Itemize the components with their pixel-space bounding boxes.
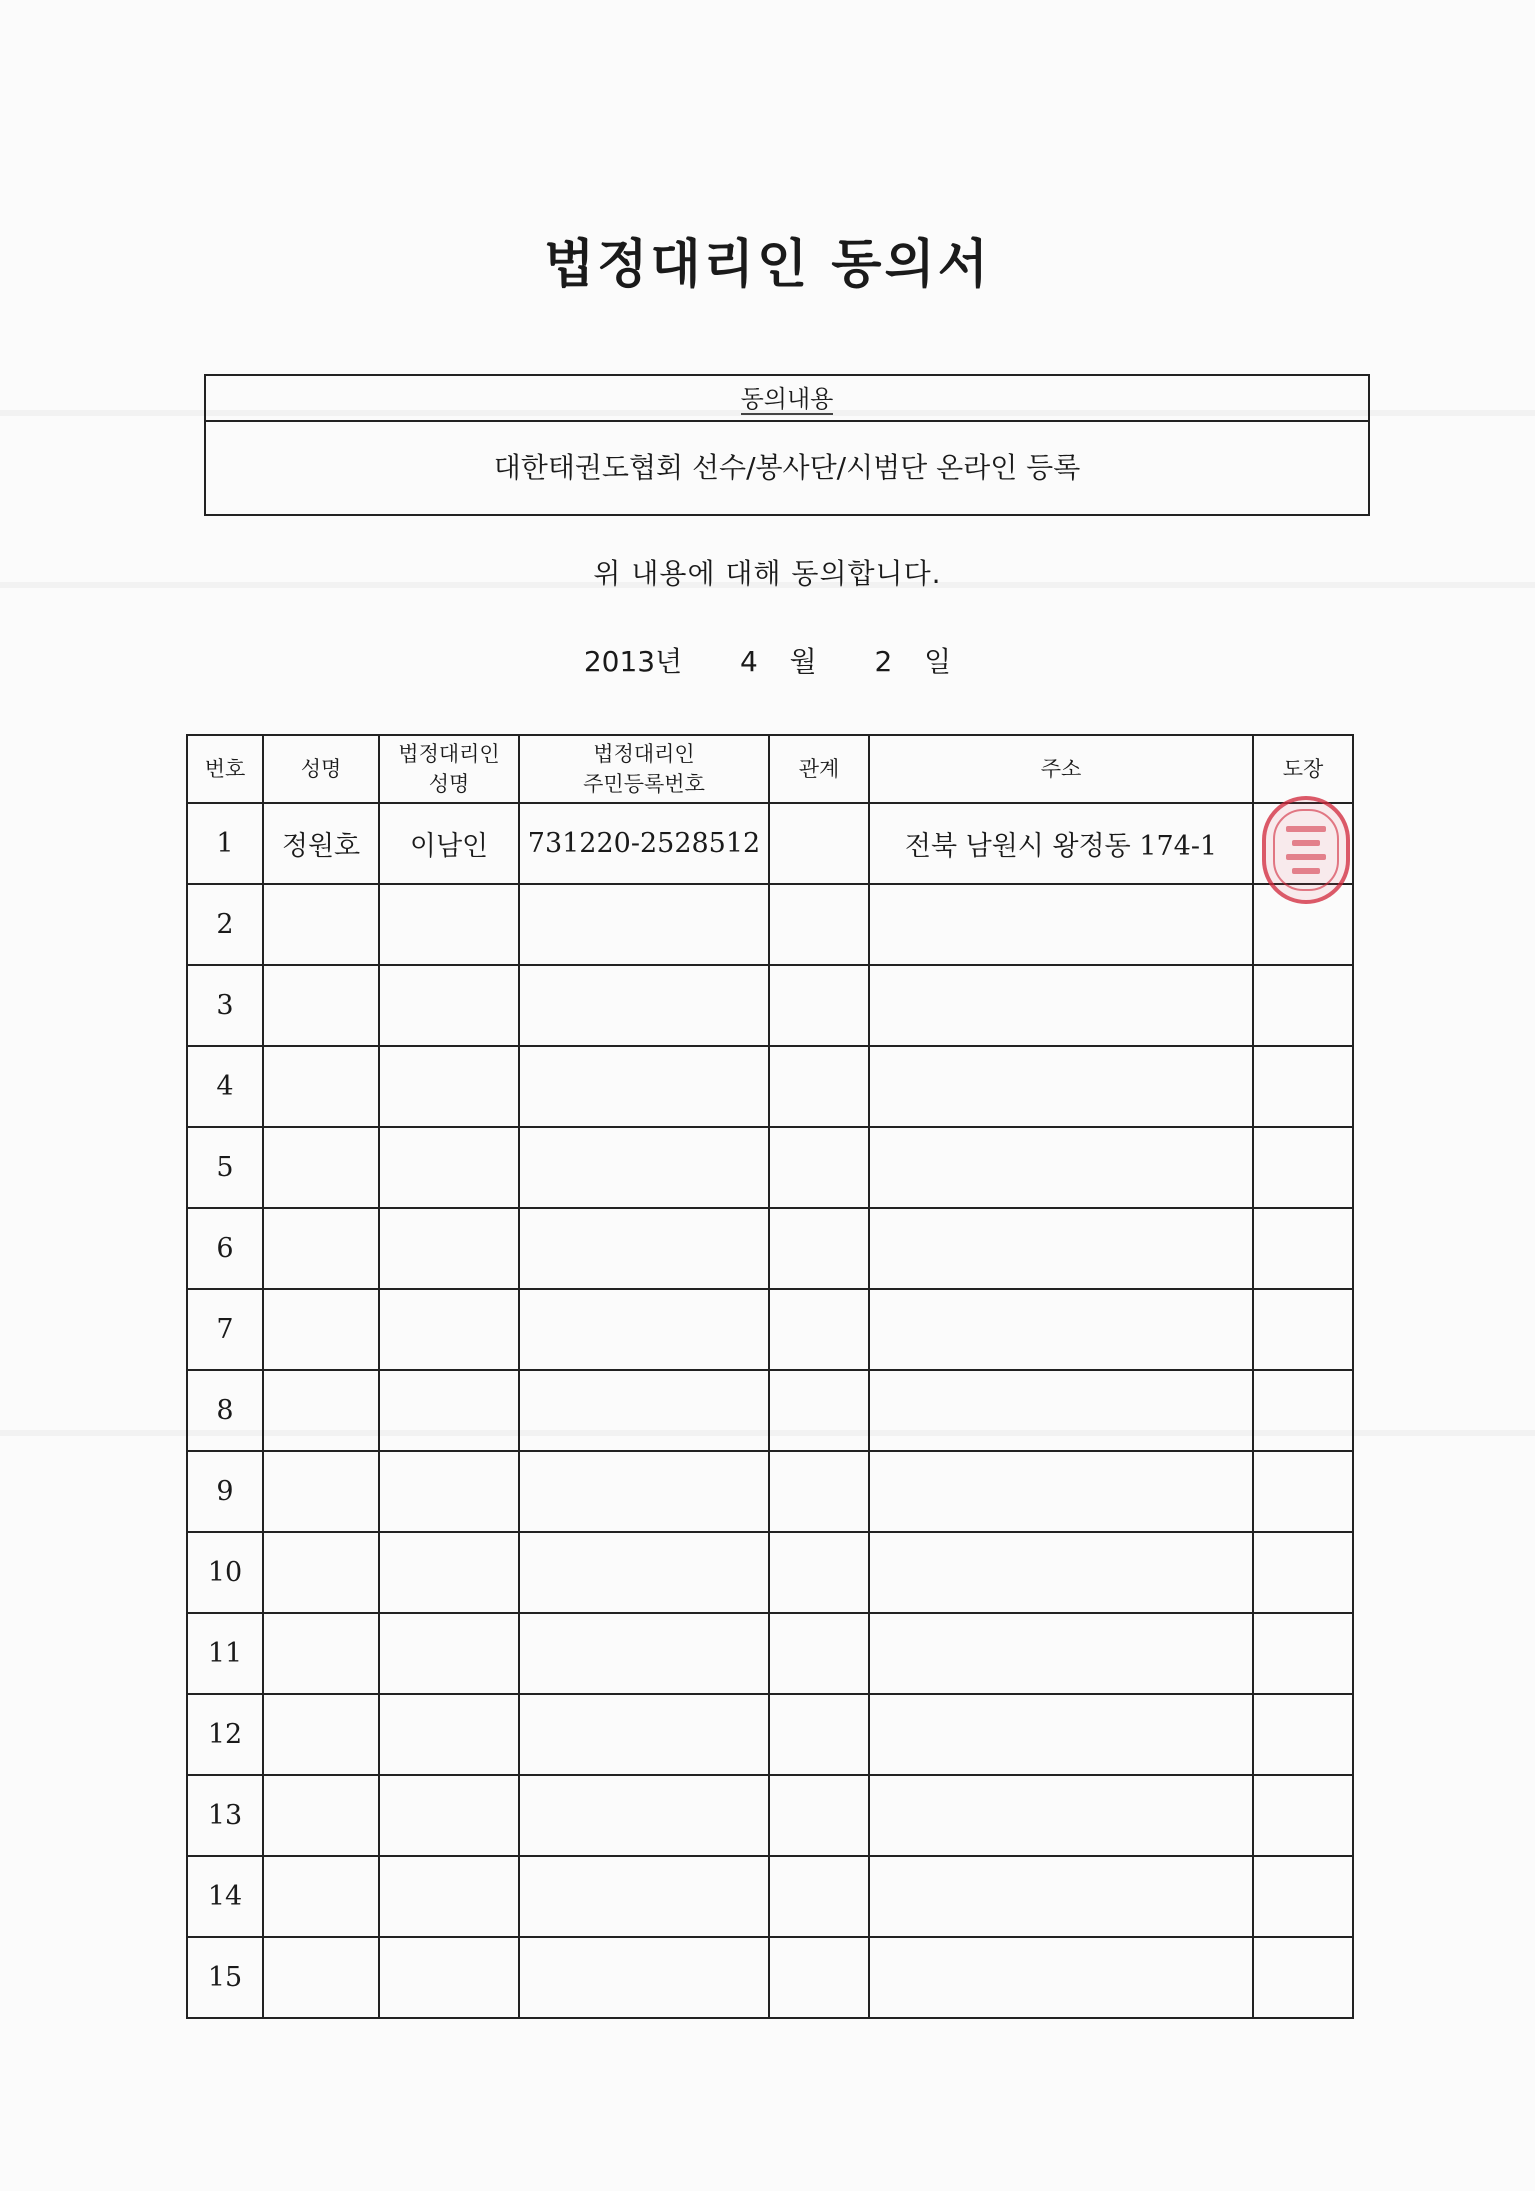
cell-name <box>263 1208 379 1289</box>
table-row <box>187 1613 1353 1694</box>
cell-seal <box>1253 1208 1353 1289</box>
cell-name <box>263 1532 379 1613</box>
table-row <box>187 1127 1353 1208</box>
cell-guardian-name <box>379 1289 519 1370</box>
cell-guardian-name <box>379 1370 519 1451</box>
table-row <box>187 1208 1353 1289</box>
date-month: 4 <box>739 645 758 678</box>
table-row <box>187 1451 1353 1532</box>
seal-glyph-mark <box>1286 854 1326 860</box>
cell-seal <box>1253 1856 1353 1937</box>
cell-guardian-name <box>379 1694 519 1775</box>
cell-name <box>263 1370 379 1451</box>
cell-relation <box>769 965 869 1046</box>
cell-address <box>869 1127 1253 1208</box>
cell-name: 정원호 <box>263 803 379 884</box>
date-month-unit: 월 <box>789 645 817 678</box>
cell-guardian-name <box>379 884 519 965</box>
cell-relation <box>769 803 869 884</box>
cell-name <box>263 1937 379 2018</box>
cell-guardian-name <box>379 1046 519 1127</box>
cell-guardian-id <box>519 1937 769 2018</box>
cell-address <box>869 965 1253 1046</box>
consent-heading-row <box>206 376 1368 422</box>
cell-no: 11 <box>187 1613 263 1694</box>
cell-address <box>869 1046 1253 1127</box>
cell-seal <box>1253 884 1353 965</box>
table-row <box>187 1775 1353 1856</box>
cell-no: 5 <box>187 1127 263 1208</box>
header-guardian-id-line2: 주민등록번호 <box>583 772 705 796</box>
cell-guardian-name <box>379 1937 519 2018</box>
seal-glyph-mark <box>1286 826 1326 832</box>
table-row <box>187 1856 1353 1937</box>
cell-guardian-id <box>519 965 769 1046</box>
cell-name <box>263 965 379 1046</box>
table-row <box>187 803 1353 884</box>
header-guardian-name-line2: 성명 <box>428 772 470 796</box>
table-row <box>187 1532 1353 1613</box>
cell-address <box>869 1613 1253 1694</box>
cell-relation <box>769 1532 869 1613</box>
table-header-row <box>187 735 1353 803</box>
cell-name <box>263 1127 379 1208</box>
cell-no: 13 <box>187 1775 263 1856</box>
consent-content: 대한태권도협회 선수/봉사단/시범단 온라인 등록 <box>493 451 1081 484</box>
cell-no: 3 <box>187 965 263 1046</box>
header-address: 주소 <box>869 735 1253 803</box>
cell-relation <box>769 1694 869 1775</box>
cell-guardian-name <box>379 1451 519 1532</box>
cell-seal <box>1253 1127 1353 1208</box>
cell-name <box>263 1451 379 1532</box>
cell-no: 1 <box>187 803 263 884</box>
cell-no: 7 <box>187 1289 263 1370</box>
table-body <box>187 803 1353 2018</box>
cell-address <box>869 1208 1253 1289</box>
cell-no: 12 <box>187 1694 263 1775</box>
cell-address <box>869 884 1253 965</box>
cell-relation <box>769 1370 869 1451</box>
cell-guardian-name: 이남인 <box>379 803 519 884</box>
header-relation: 관계 <box>769 735 869 803</box>
cell-guardian-id <box>519 884 769 965</box>
cell-name <box>263 1856 379 1937</box>
cell-relation <box>769 1856 869 1937</box>
cell-name <box>263 1613 379 1694</box>
cell-guardian-name <box>379 1127 519 1208</box>
header-name: 성명 <box>263 735 379 803</box>
consent-box <box>204 374 1370 516</box>
cell-relation <box>769 1775 869 1856</box>
consent-heading: 동의내용 <box>740 385 834 413</box>
cell-relation <box>769 1937 869 2018</box>
signing-date <box>0 640 1535 680</box>
seal-glyph-mark <box>1292 868 1320 874</box>
cell-guardian-id <box>519 1451 769 1532</box>
cell-name <box>263 1694 379 1775</box>
cell-address <box>869 1289 1253 1370</box>
cell-no: 2 <box>187 884 263 965</box>
cell-guardian-name <box>379 1856 519 1937</box>
header-guardian-name <box>379 735 519 803</box>
table-row <box>187 884 1353 965</box>
cell-address: 전북 남원시 왕정동 174-1 <box>869 803 1253 884</box>
cell-guardian-name <box>379 1532 519 1613</box>
table-row <box>187 1937 1353 2018</box>
cell-no: 8 <box>187 1370 263 1451</box>
cell-seal <box>1253 1370 1353 1451</box>
cell-relation <box>769 1451 869 1532</box>
cell-guardian-id <box>519 1532 769 1613</box>
cell-no: 10 <box>187 1532 263 1613</box>
seal-inner-ring <box>1273 809 1339 891</box>
table-row <box>187 965 1353 1046</box>
header-guardian-name-line1: 법정대리인 <box>398 742 500 766</box>
cell-seal <box>1253 965 1353 1046</box>
cell-guardian-id <box>519 1289 769 1370</box>
date-day: 2 <box>874 645 893 678</box>
cell-relation <box>769 884 869 965</box>
cell-address <box>869 1694 1253 1775</box>
seal-glyph-mark <box>1292 840 1320 846</box>
cell-seal <box>1253 1046 1353 1127</box>
cell-address <box>869 1370 1253 1451</box>
cell-guardian-name <box>379 965 519 1046</box>
cell-relation <box>769 1127 869 1208</box>
cell-guardian-name <box>379 1208 519 1289</box>
cell-relation <box>769 1289 869 1370</box>
cell-guardian-id <box>519 1775 769 1856</box>
header-no: 번호 <box>187 735 263 803</box>
cell-name <box>263 884 379 965</box>
table-row <box>187 1370 1353 1451</box>
header-seal: 도장 <box>1253 735 1353 803</box>
header-guardian-id <box>519 735 769 803</box>
cell-seal <box>1253 1289 1353 1370</box>
agree-statement: 위 내용에 대해 동의합니다. <box>593 557 942 590</box>
cell-guardian-id <box>519 1046 769 1127</box>
cell-name <box>263 1289 379 1370</box>
cell-relation <box>769 1046 869 1127</box>
cell-guardian-name <box>379 1613 519 1694</box>
cell-address <box>869 1775 1253 1856</box>
cell-guardian-name <box>379 1775 519 1856</box>
cell-no: 14 <box>187 1856 263 1937</box>
cell-relation <box>769 1208 869 1289</box>
cell-seal <box>1253 1937 1353 2018</box>
cell-no: 4 <box>187 1046 263 1127</box>
cell-seal <box>1253 1775 1353 1856</box>
date-year: 2013년 <box>583 645 683 678</box>
cell-guardian-id <box>519 1856 769 1937</box>
header-guardian-id-line1: 법정대리인 <box>593 742 695 766</box>
cell-no: 9 <box>187 1451 263 1532</box>
cell-name <box>263 1046 379 1127</box>
cell-name <box>263 1775 379 1856</box>
cell-no: 6 <box>187 1208 263 1289</box>
cell-guardian-id <box>519 1613 769 1694</box>
cell-address <box>869 1856 1253 1937</box>
document-title: 법정대리인 동의서 <box>544 234 991 295</box>
table-row <box>187 1046 1353 1127</box>
cell-guardian-id: 731220-2528512 <box>519 803 769 884</box>
cell-guardian-id <box>519 1127 769 1208</box>
cell-seal <box>1253 1694 1353 1775</box>
cell-seal <box>1253 803 1353 884</box>
cell-seal <box>1253 1613 1353 1694</box>
cell-no: 15 <box>187 1937 263 2018</box>
cell-relation <box>769 1613 869 1694</box>
date-day-unit: 일 <box>924 645 952 678</box>
cell-address <box>869 1532 1253 1613</box>
cell-address <box>869 1451 1253 1532</box>
cell-seal <box>1253 1532 1353 1613</box>
cell-guardian-id <box>519 1694 769 1775</box>
cell-seal <box>1253 1451 1353 1532</box>
cell-guardian-id <box>519 1208 769 1289</box>
cell-address <box>869 1937 1253 2018</box>
cell-guardian-id <box>519 1370 769 1451</box>
guardian-roster-table <box>186 734 1354 2019</box>
table-row <box>187 1289 1353 1370</box>
table-row <box>187 1694 1353 1775</box>
